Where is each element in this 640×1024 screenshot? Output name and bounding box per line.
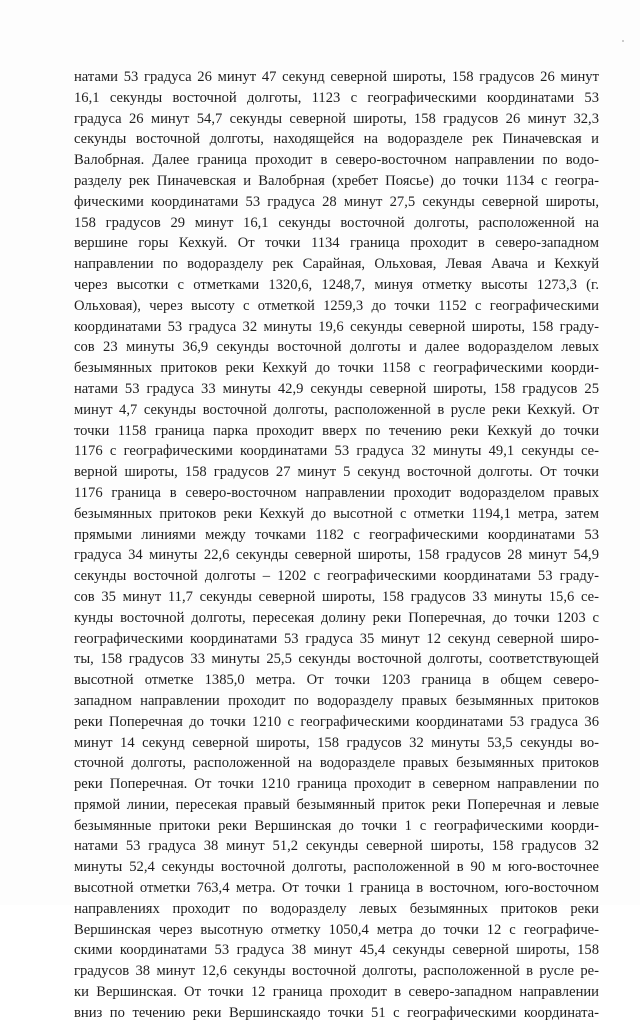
text-line: вершине горы Кехкуй. От точки 1134 граница проходит в северо-западном <box>74 235 599 252</box>
text-line: безымянных притоков реки Кехкуй до высотной с отметки 1194,1 метра, затем <box>74 505 599 522</box>
text-line: высотной отметки 763,4 метра. От точки 1 граница в восточном, юго-восточном <box>74 880 599 897</box>
text-line: натами 53 градуса 33 минуты 42,9 секунды северной широты, 158 градусов 25 <box>74 380 599 397</box>
text-line: направлениях проходит по водоразделу левых безымянных притоков реки <box>74 900 599 917</box>
text-line: разделу рек Пиначевская и Валобрная (хребет Поясье) до точки 1134 с геогра- <box>74 172 599 189</box>
text-line: верной широты, 158 градусов 27 минут 5 секунд восточной долготы. От точки <box>74 464 599 481</box>
text-line: координатами 53 градуса 32 минуты 19,6 секунды северной широты, 158 граду- <box>74 318 599 335</box>
body-text <box>74 67 599 1024</box>
text-line: минут 14 секунд северной широты, 158 градусов 32 минуты 53,5 секунды во- <box>74 734 599 751</box>
text-line: безымянных притоков реки Кехкуй до точки 1158 с географическими коорди- <box>74 360 599 377</box>
text-line: минут 4,7 секунды восточной долготы, расположенной в русле реки Кехкуй. От <box>74 401 599 418</box>
text-line: Валобрная. Далее граница проходит в северо-восточном направлении по водо- <box>74 152 599 169</box>
text-line: градуса 34 минуты 22,6 секунды северной широты, 158 градусов 28 минут 54,9 <box>74 547 599 564</box>
text-line: 158 градусов 29 минут 16,1 секунды восточной долготы, расположенной на <box>74 214 599 231</box>
text-line: минуты 52,4 секунды восточной долготы, расположенной в 90 м юго-восточнее <box>74 859 599 876</box>
text-line: безымянные притоки реки Вершинская до точки 1 с географическими коорди- <box>74 817 599 834</box>
text-line: направлении по водоразделу рек Сарайная, Ольховая, Левая Авача и Кехкуй <box>74 256 599 273</box>
text-line: через высотки с отметками 1320,6, 1248,7, минуя отметку высоты 1273,3 (г. <box>74 276 599 293</box>
text-line: кунды восточной долготы, пересекая долину реки Поперечная, до точки 1203 с <box>74 609 599 626</box>
text-line: сов 35 минут 11,7 секунды северной широты, 158 градусов 33 минуты 15,6 се- <box>74 588 599 605</box>
text-line: высотной отметке 1385,0 метра. От точки 1203 граница в общем северо- <box>74 672 599 689</box>
text-line: прямой линии, пересекая правый безымянный приток реки Поперечная и левые <box>74 796 599 813</box>
text-line: географическими координатами 53 градуса 35 минут 12 секунд северной широ- <box>74 630 599 647</box>
text-line: 16,1 секунды восточной долготы, 1123 с географическими координатами 53 <box>74 89 599 106</box>
text-line: сов 23 минуты 36,9 секунды восточной долготы и далее водоразделом левых <box>74 339 599 356</box>
text-line: секунды восточной долготы – 1202 с географическими координатами 53 граду- <box>74 568 599 585</box>
scan-speck <box>622 40 624 42</box>
text-line: градусов 38 минут 12,6 секунды восточной долготы, расположенной в русле ре- <box>74 963 599 980</box>
text-line: скими координатами 53 градуса 38 минут 45,4 секунды северной широты, 158 <box>74 942 599 959</box>
text-line: реки Поперечная до точки 1210 с географическими координатами 53 градуса 36 <box>74 713 599 730</box>
text-line: 1176 граница в северо-восточном направлении проходит водоразделом правых <box>74 484 599 501</box>
text-line: фическими координатами 53 градуса 28 минут 27,5 секунды северной широты, <box>74 193 599 210</box>
text-line: ты, 158 градусов 33 минуты 25,5 секунды восточной долготы, соответствующей <box>74 651 599 668</box>
text-line: точки 1158 граница парка проходит вверх по течению реки Кехкуй до точки <box>74 422 599 439</box>
text-line: натами 53 градуса 26 минут 47 секунд северной широты, 158 градусов 26 минут <box>74 69 599 85</box>
text-line: 1176 с географическими координатами 53 градуса 32 минуты 49,1 секунды се- <box>74 443 599 460</box>
text-line: секунды восточной долготы, находящейся на водоразделе рек Пиначевская и <box>74 131 599 148</box>
text-line: прямыми линиями между точками 1182 с географическими координатами 53 <box>74 526 599 543</box>
text-line: градуса 26 минут 54,7 секунды северной широты, 158 градусов 26 минут 32,3 <box>74 110 599 127</box>
text-line: ки Вершинская. От точки 12 граница проходит в северо-западном направлении <box>74 984 599 1001</box>
text-line: Ольховая), через высоту с отметкой 1259,3 до точки 1152 с географическими <box>74 297 599 314</box>
text-line: вниз по течению реки Вершинскаядо точки 51 с географическими координата- <box>74 1004 599 1021</box>
text-line: сточной долготы, расположенной на водоразделе правых безымянных притоков <box>74 755 599 772</box>
text-line: реки Поперечная. От точки 1210 граница проходит в северном направлении по <box>74 776 599 793</box>
text-line: Вершинская через высотную отметку 1050,4 метра до точки 12 с географиче- <box>74 921 599 938</box>
text-line: западном направлении проходит по водоразделу правых безымянных притоков <box>74 692 599 709</box>
text-line: натами 53 градуса 38 минут 51,2 секунды северной широты, 158 градусов 32 <box>74 838 599 855</box>
